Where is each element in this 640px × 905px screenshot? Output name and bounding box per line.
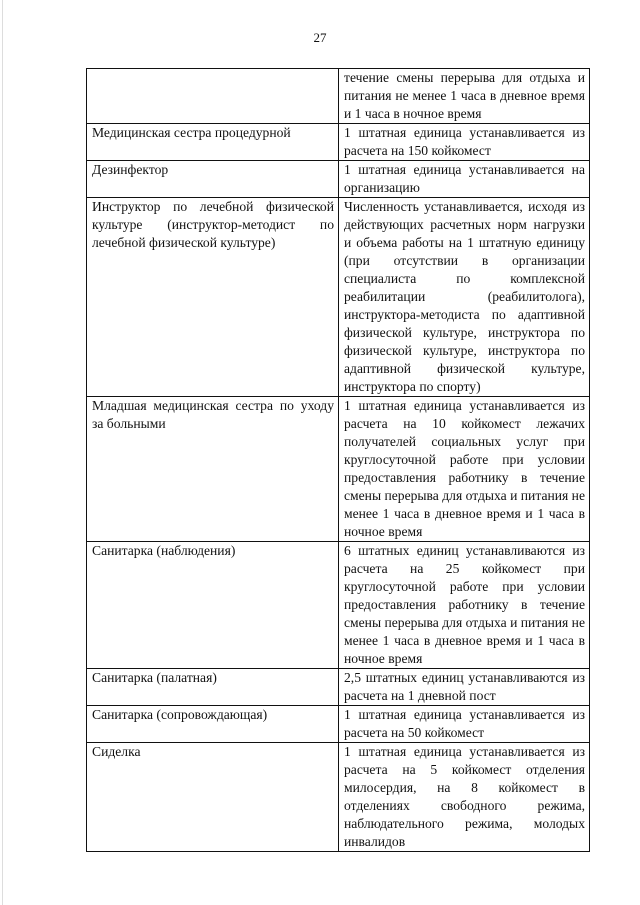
norm-cell: 1 штатная единица устанавливается на организацию (339, 161, 590, 198)
norm-cell: 6 штатных единиц устанавливаются из расчета на 25 койкомест при круглосуточной работе при условии предоставления работнику в течение смены перерыва для отдыха и питания не менее 1 часа в дневное время и 1 часа в ночное время (339, 542, 590, 669)
position-cell: Младшая медицинская сестра по уходу за больными (87, 397, 339, 542)
norm-cell: Численность устанавливается, исходя из действующих расчетных норм нагрузки и объема работы на 1 штатную единицу (при отсутствии в организации специалиста по комплексной реабилитации (реабилитолога), инструктора-методиста по адаптивной физической культуре, инструктора по физической культуре, инструктора по адаптивной физической культуре, инструктора по спорту) (339, 198, 590, 397)
norm-cell: 1 штатная единица устанавливается из расчета на 5 койкомест отделения милосердия, на 8 койкомест в отделениях свободного режима, наблюдательного режима, молодых инвалидов (339, 743, 590, 852)
position-cell: Сиделка (87, 743, 339, 852)
norm-cell: 1 штатная единица устанавливается из расчета на 50 койкомест (339, 706, 590, 743)
table-row (87, 669, 590, 706)
position-cell: Медицинская сестра процедурной (87, 124, 339, 161)
table-row (87, 397, 590, 542)
table-row (87, 706, 590, 743)
norm-cell: 1 штатная единица устанавливается из расчета на 10 койкомест лежачих получателей социальных услуг при круглосуточной работе при условии предоставления работнику в течение смены перерыва для отдыха и питания не менее 1 часа в дневное время и 1 часа в ночное время (339, 397, 590, 542)
norm-cell: 2,5 штатных единиц устанавливаются из расчета на 1 дневной пост (339, 669, 590, 706)
page-number: 27 (313, 30, 327, 45)
position-cell: Инструктор по лечебной физической культуре (инструктор-методист по лечебной физической культуре) (87, 198, 339, 397)
position-cell: Дезинфектор (87, 161, 339, 198)
table-row (87, 198, 590, 397)
table-row (87, 542, 590, 669)
position-cell: Санитарка (сопровождающая) (87, 706, 339, 743)
norm-cell: 1 штатная единица устанавливается из расчета на 150 койкомест (339, 124, 590, 161)
page-edge-line (2, 0, 3, 905)
position-cell: Санитарка (палатная) (87, 669, 339, 706)
norm-cell: течение смены перерыва для отдыха и питания не менее 1 часа в дневное время и 1 часа в ночное время (339, 69, 590, 124)
table-row (87, 69, 590, 124)
position-cell: Санитарка (наблюдения) (87, 542, 339, 669)
table-row (87, 743, 590, 852)
staffing-norms-table (86, 68, 590, 852)
position-cell (87, 69, 339, 124)
table-row (87, 161, 590, 198)
table-row (87, 124, 590, 161)
